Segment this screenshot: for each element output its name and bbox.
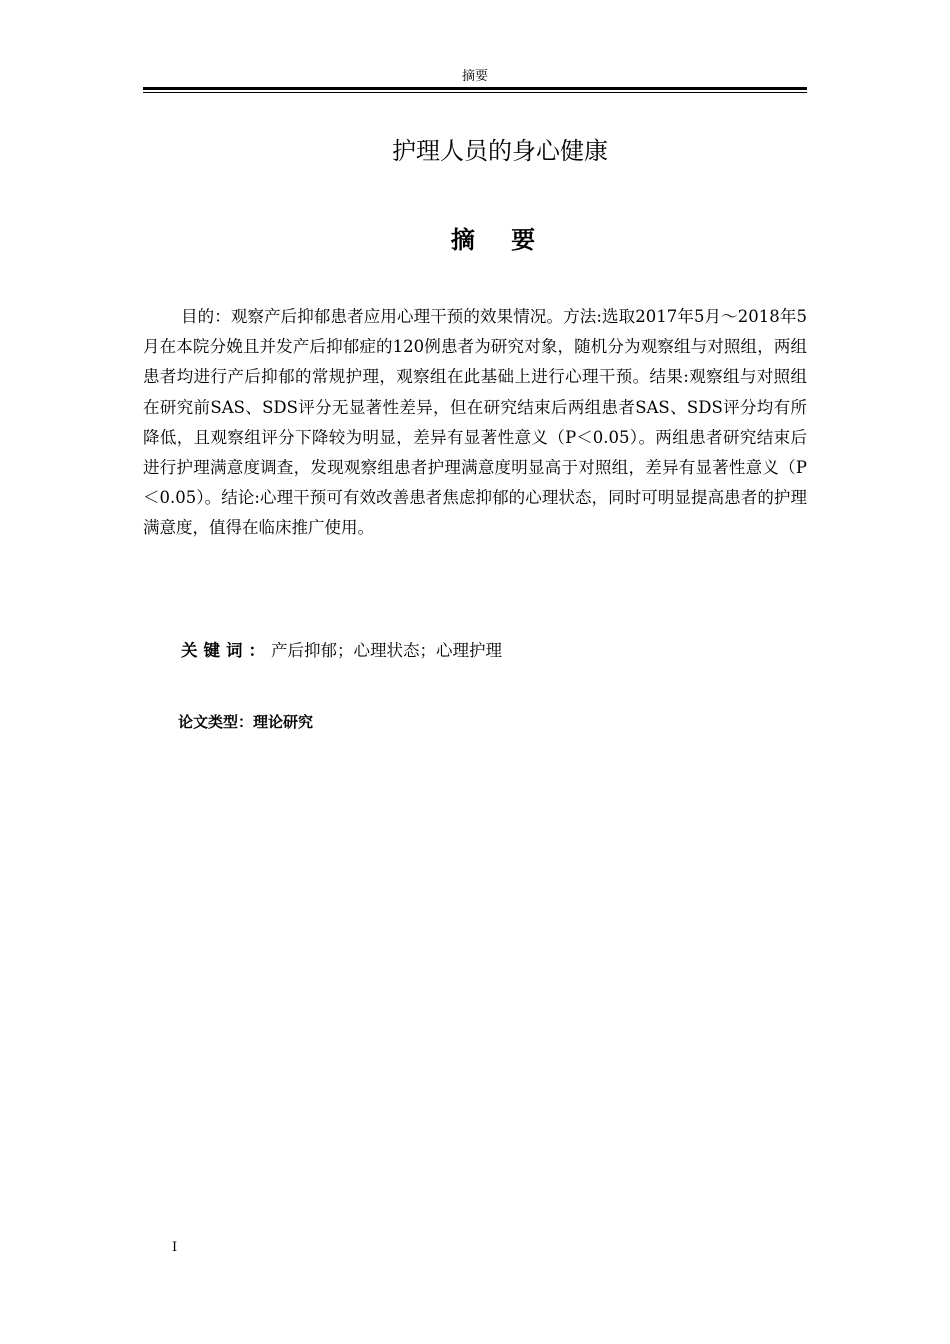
running-header: 摘要: [461, 69, 488, 84]
abstract-paragraph: 目的：观察产后抑郁患者应用心理干预的效果情况。方法:选取2017年5月～2018年5月在本院分娩且并发产后抑郁症的120例患者为研究对象，随机分为观察组与对照组，两组患者均进行产后抑郁的常规护理，观察组在此基础上进行心理干预。结果:观察组与对照组在研究前SAS、SDS评分无显著性差异，但在研究结束后两组患者SAS、SDS评分均有所降低，且观察组评分下降较为明显，差异有显著性意义（P＜0.05）。两组患者研究结束后进行护理满意度调查，发现观察组患者护理满意度明显高于对照组，差异有显著性意义（P＜0.05）。结论:心理干预可有效改善患者焦虑抑郁的心理状态，同时可明显提高患者的护理满意度，值得在临床推广使用。: [143, 307, 807, 538]
header-rule: [143, 87, 807, 90]
abstract-heading: 摘 要: [450, 226, 550, 254]
header-rule-thin: [143, 92, 807, 93]
paper-type: 论文类型：理论研究: [178, 713, 314, 731]
document-title: 护理人员的身心健康: [392, 137, 608, 165]
page-number: I: [172, 1240, 178, 1255]
keywords-label: 关键词：: [181, 641, 271, 660]
keywords-text: 产后抑郁；心理状态；心理护理: [271, 641, 502, 660]
keywords-line: [181, 636, 807, 666]
